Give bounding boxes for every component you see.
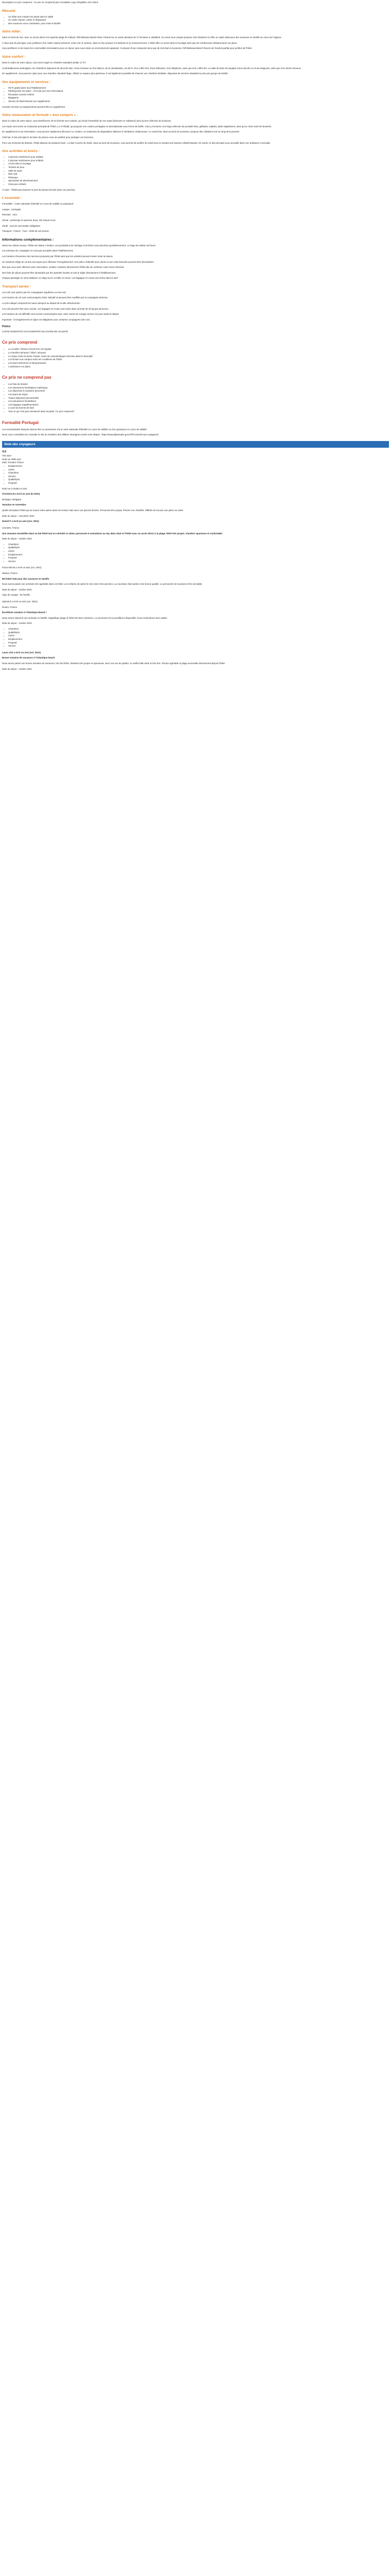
resto-title: Votre restauration et formule « tout compris » : bbox=[2, 113, 78, 117]
list-item: • Literie bbox=[8, 634, 389, 638]
list-item: • Propreté bbox=[8, 641, 389, 645]
list-item: • Service bbox=[8, 475, 389, 479]
activites-note: À noter : l'hôtel peut imposer le port du bonnet de bain dans ses piscines. bbox=[2, 188, 76, 191]
review-type: Type de voyage : En famille bbox=[2, 594, 30, 597]
list-item: • Service bbox=[8, 560, 389, 564]
list-item: • Les assurances facultatives bbox=[8, 400, 389, 403]
list-item: • Propreté bbox=[8, 482, 389, 485]
review-place: Rouen, France bbox=[2, 605, 18, 608]
reviews-count: Très bien bbox=[2, 454, 12, 457]
police-text: CARTE D'IDENTITÉ OU PASSEPORT EN COURS DE VALIDITÉ bbox=[2, 330, 68, 333]
intro-text: Description Ce prix comprend : Ce prix ne comprend pas Formalités Logo d'équilibre Avis Client bbox=[2, 1, 98, 4]
review-text: Quelle déception l'hôtel qui se trouve entre autres dans les écoles mais avec une piscine fermée. Personnel très sympa. Piscine non chauffée. Difficile de trouver une place au soleil. bbox=[2, 509, 184, 512]
list-item: • Réception ouverte 24h/24 bbox=[8, 93, 389, 97]
infos-paragraph: Dès que vous avez effectué votre réservation, veuillez contacter directement l'hôtel afin de confirmer votre heure d'arrivée. bbox=[2, 266, 125, 269]
formalite-paragraph: Les ressortissants français doivent être en possession d'une carte nationale d'identité en cours de validité ou d'un passeport en cours de validité. bbox=[2, 428, 148, 431]
prix-title: Ce prix comprend bbox=[2, 340, 38, 345]
list-item: • 2 piscines extérieures pour enfants bbox=[8, 159, 389, 163]
list-item: • Spectacles de divertissement bbox=[8, 179, 389, 183]
pasprix-title: Ce prix ne comprend pas bbox=[2, 375, 52, 380]
review-title: Bonne semaine de vacances à l'Atlantique beach bbox=[2, 656, 55, 659]
list-item: • Les taxes aériennes et aéroportuaires bbox=[8, 362, 389, 365]
resume-title: Résumé bbox=[2, 9, 15, 13]
review-item bbox=[2, 651, 389, 671]
list-item: • Literie bbox=[8, 468, 389, 472]
list-item: • Toutes dépenses personnelles bbox=[8, 397, 389, 400]
prix-list bbox=[8, 348, 389, 368]
list-item: • Qualité/prix bbox=[8, 478, 389, 482]
review-text: Nous avons séjourné une semaine en famille. Magnifique plage et hôtel très bien entretenu. Le personnel est accueillant et disponible. Nous reviendrons avec plaisir. bbox=[2, 616, 168, 619]
list-item: • Le séjour selon la durée choisie, selon de caractéristiques décrites dans le descriptif bbox=[8, 355, 389, 359]
list-item: • Chambres bbox=[8, 628, 389, 631]
list-item: • Un cadre naturel, calme et dépaysant bbox=[8, 19, 389, 22]
list-item: • Club pour enfants bbox=[8, 183, 389, 187]
list-item: • Les assurances facultatives multirisque bbox=[8, 386, 389, 390]
list-item: • Le vol aller / Retour à bord d'un vol régulier bbox=[8, 348, 389, 351]
hotel-paragraph: Situé en bord de mer, avec un accès direct à la superbe plage de Fabiosi, l'Elf-Belivana Beach River s'étend sur un vaste domaine de 17 hectares à Jebalboit. Ce resort tout compris propose 218 chambres et offre un cadre idéal pour des vacances en famille au cœur de l'Algarve. bbox=[2, 36, 282, 39]
resume-list bbox=[8, 15, 389, 26]
resto-paragraph: En supplément et sur réservation, vous pourrez également découvrir Le Cedaro, un restaurant de dégustation italienne à l'ambiance chaleureuse. Le snack-bar, situé au bord de la piscine, propose des collations tout au long de la journée. bbox=[2, 130, 240, 133]
list-item: • Le port du bonnet de bain bbox=[8, 406, 389, 410]
list-item: • Le transfert aéroport / hôtel / aéroport bbox=[8, 351, 389, 355]
reviews-score: 4,5 bbox=[2, 450, 7, 454]
criteria-list bbox=[8, 628, 389, 648]
list-item: • L'assistance sur place bbox=[8, 365, 389, 369]
formalite-title: Formalité Portugal bbox=[2, 420, 39, 425]
transport-paragraph: Les vols peuvent être avec escale. Les bagages en soute sont inclus dans la limite de 20 kg par personne. bbox=[2, 307, 109, 310]
resto-paragraph: Les repas sont servis au restaurant principal de l'hôtel, Le Al-Ghabi, qui propose une cuisine portugaise et internationale sous forme de buffet. Vous y trouverez une large sélection de produits frais, grillades, salades, plats végétariens, ainsi qu'un choix varié de desserts. bbox=[2, 125, 272, 128]
hotel-paragraph: Vous profiterez ici de toutes les commodités nécessaires pour un séjour sans souci dans un environnement apaisant. Composé d'une restaurant ainsi que de trois bars à la piscine, l'Elf-Belivana Beach Resort est l'endroit parfait pour profiter de l'hôtel. bbox=[2, 47, 253, 50]
list-item: • Literie bbox=[8, 550, 389, 553]
list-item: • Qualité/prix bbox=[8, 631, 389, 635]
list-item: • Mini club bbox=[8, 173, 389, 176]
essentiel-line: Transport : France - Faro : 2h30 de vol environ bbox=[2, 230, 49, 233]
transport-paragraph: Important : l'enregistrement en ligne est obligatoire pour certaines compagnies low-cost. bbox=[2, 318, 90, 321]
criteria-list bbox=[8, 543, 389, 564]
hotel-paragraph: À deux pas du principal, vous profiterez d'un cadre naturel préservé, entre mer et verdure, dans un lieu propice à la détente et au ressourcement. L'hôtel offre un accès direct à la plage ainsi que de nombreuses infrastructures sur place. bbox=[2, 41, 238, 44]
reviews-title: Note des voyageurs bbox=[2, 441, 389, 448]
list-item: • Chambres bbox=[8, 471, 389, 475]
review-note: Daniel P a écrit un avis (nov. 2021) bbox=[2, 520, 39, 523]
review-item bbox=[2, 527, 389, 563]
transport-paragraph: Les horaires de vol définitifs vous seront communiqués avec votre carnet de voyage environ 10 jours avant le départ. bbox=[2, 313, 120, 316]
hotel-title: Votre hôtel : bbox=[2, 30, 22, 34]
infos-paragraph: Selon les critères locaux, l'hôtel est classé 4 étoiles. Les prestations de ménage et de literie sont assurées quotidiennement. Le linge de toilette est fourni. bbox=[2, 244, 156, 247]
review-author: Laura JO2 a écrit un avis (oct. 2021) bbox=[2, 651, 41, 654]
equip-note: Certains services ou équipements peuvent être en supplément. bbox=[2, 105, 66, 108]
review-date: Date du séjour : novembre 2021 bbox=[2, 514, 35, 517]
list-item: • Emplacement bbox=[8, 638, 389, 641]
formalite-paragraph: Nous vous conseillons de consulter le site du ministère des affaires étrangères avant votre départ : https://www.diplomatie.gouv.fr/fr/conseils-aux-voyageurs/ bbox=[2, 433, 159, 436]
review-author: Fiona elle tès a écrit un avis (oct. 2021) bbox=[2, 566, 42, 569]
infos-paragraph: Des frais de séjour peuvent être demandés par les autorités locales et sont à régler directement à l'établissement. bbox=[2, 271, 116, 274]
reviews-section bbox=[2, 441, 389, 671]
review-item bbox=[2, 600, 389, 648]
list-item: • Les bagages supplémentaires bbox=[8, 403, 389, 407]
list-item: • Terrains de jeux bbox=[8, 166, 389, 170]
list-item: • 2 piscines extérieures pour adultes bbox=[8, 156, 389, 159]
list-item: • Propreté bbox=[8, 556, 389, 560]
transport-paragraph: Le prix indiqué comprend les taxes aéroport au départ de la ville sélectionnée. bbox=[2, 302, 80, 305]
list-item: • Accès direct à la plage bbox=[8, 162, 389, 166]
review-date: Date du séjour : octobre 2021 bbox=[2, 667, 32, 670]
infos-title: Informations complémentaires : bbox=[2, 238, 54, 242]
essentiel-line: Climat : printemps et automne doux, été chaud et sec bbox=[2, 218, 56, 222]
essentiel-line: Formalités : Carte nationale d'identité en cours de validité ou passeport bbox=[2, 202, 74, 206]
review-text: Nous avons passé une semaine très agréable dans cet hôtel. Les enfants ont adoré le mini club et les piscines. La nourriture était variée et de bonne qualité. Le personnel est souriant et très serviable. bbox=[2, 583, 203, 586]
resto-paragraph: Pour vos moments de détente, l'hôtel dispose de plusieurs bars : Le Bar Couche de Soleil, situé au bord de la piscine, vous permet de profiter du Soleil tout en sirotant une boisson rafraîchissante. En soirée, le bar principal vous accueille dans une ambiance conviviale. bbox=[2, 141, 271, 144]
review-author: Christine M a écrit un avis (le 2021) bbox=[2, 493, 40, 496]
review-title: Excellente semaine à l'Atlantique Beach ! bbox=[2, 611, 47, 614]
list-item: • Les taxes de séjour bbox=[8, 393, 389, 397]
essentiel-title: L'essentiel : bbox=[2, 196, 22, 200]
list-item: • La formule tout compris selon les conditions de l'hôtel bbox=[8, 358, 389, 362]
review-title: Semaine en novembre bbox=[2, 503, 26, 506]
essentiel-line: Santé : aucune vaccination obligatoire bbox=[2, 224, 41, 227]
list-item: • Pétanque bbox=[8, 176, 389, 180]
activites-title: Vos activités et loisirs : bbox=[2, 149, 40, 154]
essentiel-line: Monnaie : euro bbox=[2, 213, 18, 216]
list-item: • Service de blanchisserie (en supplément) bbox=[8, 100, 389, 104]
review-date: Date du séjour : octobre 2021 bbox=[2, 622, 32, 625]
reviews-sub: Noté sur 3993 avis bbox=[2, 457, 21, 461]
list-item: • Wi-Fi gratuit dans tout l'établissement bbox=[8, 87, 389, 90]
list-item: • Chambres bbox=[8, 543, 389, 547]
police-title: Police bbox=[2, 325, 11, 329]
infos-paragraph: Chaque passager se verra attribuer un siège sur le vol aller et retour. Les bagages en soute sont inclus dans le tarif. bbox=[2, 277, 119, 280]
transport-paragraph: Les vols sont opérés par les compagnies régulières ou low-cost. bbox=[2, 291, 67, 294]
list-item: • Salle de sport bbox=[8, 170, 389, 173]
equip-list bbox=[8, 87, 389, 104]
equip-title: Vos équipements et services : bbox=[2, 80, 51, 84]
list-item: • Les frais de dossier bbox=[8, 383, 389, 386]
infos-paragraph: Un minimum d'âge de 18 ans est requis pour effectuer l'enregistrement. Une pièce d'identité avec photo et une carte bancaire peuvent être demandées. bbox=[2, 260, 154, 263]
list-item: • Service bbox=[8, 645, 389, 648]
review-item bbox=[2, 566, 389, 597]
list-item: • Emplacement bbox=[8, 465, 389, 468]
review-date: Date du séjour : octobre 2021 bbox=[2, 588, 32, 591]
review-place: Nantes, France bbox=[2, 571, 18, 574]
infos-paragraph: Les animaux de compagnie ne sont pas acceptés dans l'établissement. bbox=[2, 249, 74, 252]
list-item: • Qualité/prix bbox=[8, 546, 389, 550]
list-item: • Les dépenses à caractère personnel bbox=[8, 389, 389, 393]
essentiel-line: Langue : portugais bbox=[2, 208, 21, 211]
list-item: • Tout ce qui n'est pas mentionné dans la partie "Ce prix comprend" bbox=[8, 410, 389, 414]
resto-paragraph: Dans le cadre de votre séjour, vous bénéficierez de la formule tout compris, qui inclut l'ensemble de vos repas (boissons et collations) ainsi qu'une sélection de boissons. bbox=[2, 120, 172, 123]
confort-paragraph: En supplément, vous pourrez opter pour une chambre standard large, offrant un espace plus généreux. Il est également possible de réserver une chambre familiale, disposant de services standard au prix par groupe de famille. bbox=[2, 72, 229, 75]
transport-paragraph: Les horaires de vol sont communiqués à titre indicatif et peuvent être modifiés par la compagnie aérienne. bbox=[2, 296, 108, 299]
review-place: Bretagne, Belgique bbox=[2, 498, 22, 501]
review-item bbox=[2, 493, 389, 523]
activites-list bbox=[8, 156, 389, 186]
list-item: • Des vacances sous contraintes, pour toute la famille bbox=[8, 22, 389, 26]
resto-paragraph: Côté bar, le bar principal et les bars de piscine vous accueillent pour partager vos boissons. bbox=[2, 136, 94, 139]
list-item: • Un hôtel tout compris les pieds dans le sable bbox=[8, 15, 389, 19]
reviews-source: 2021 Trendee Choice bbox=[2, 461, 24, 464]
transport-title: Transport aérien : bbox=[2, 284, 31, 289]
review-text: Une semaine ensoleillée dans un bel hôtel tout en sérénité et calme, personnel et animations au top. Bien situé et l'hôtel avec un accès direct à la plage, hôtel très propre, chambre spacieuse et confortable. bbox=[2, 532, 223, 535]
review-text: Nous avons passé une bonne semaine de vacances, très bel hôtel, chambre très propre et spacieuse, avec vue sur les jardins. Le buffet était varié et très bon. Piscine agréable et plage accessible directement depuis l'hôtel. bbox=[2, 662, 225, 665]
list-item: • Bagagerie bbox=[8, 96, 389, 100]
list-item: • Parking privé sur place - 10 € par jour (sur réservation) bbox=[8, 90, 389, 93]
pasprix-list bbox=[8, 383, 389, 413]
reviews-based: Noté sur 5 étoiles et avis bbox=[2, 487, 27, 490]
confort-title: Votre confort : bbox=[2, 55, 26, 59]
infos-paragraph: Les horaires d'ouverture des services proposés par l'hôtel ainsi que les activités peuvent varier selon la saison. bbox=[2, 255, 113, 258]
page bbox=[0, 0, 391, 677]
list-item: • Emplacement bbox=[8, 553, 389, 557]
confort-paragraph: Confortablement aménagées, les chambres disposent de deux lits twin, d'une terrasse ou d'un balcon, de la climatisation, du Wi-Fi, d'un coffre-fort, d'une télévision, d'un téléphone, ainsi que d'un coffre-fort. La salle de bain est équipée d'une douche ou d'une baignoire, ainsi que d'un sèche-cheveux. bbox=[2, 66, 302, 70]
criteria-list bbox=[8, 465, 389, 485]
confort-paragraph: Dans le cadre de votre séjour, vous serez logés en chambre standard double 17 m². bbox=[2, 61, 87, 64]
review-title: Bel hôtel club pour des vacances en famille bbox=[2, 577, 50, 580]
review-date: Date du séjour : octobre 2021 bbox=[2, 537, 32, 540]
review-author: Sylvain E a écrit un avis (oct. 2021) bbox=[2, 600, 38, 603]
review-author: Léonette, France bbox=[2, 526, 20, 529]
